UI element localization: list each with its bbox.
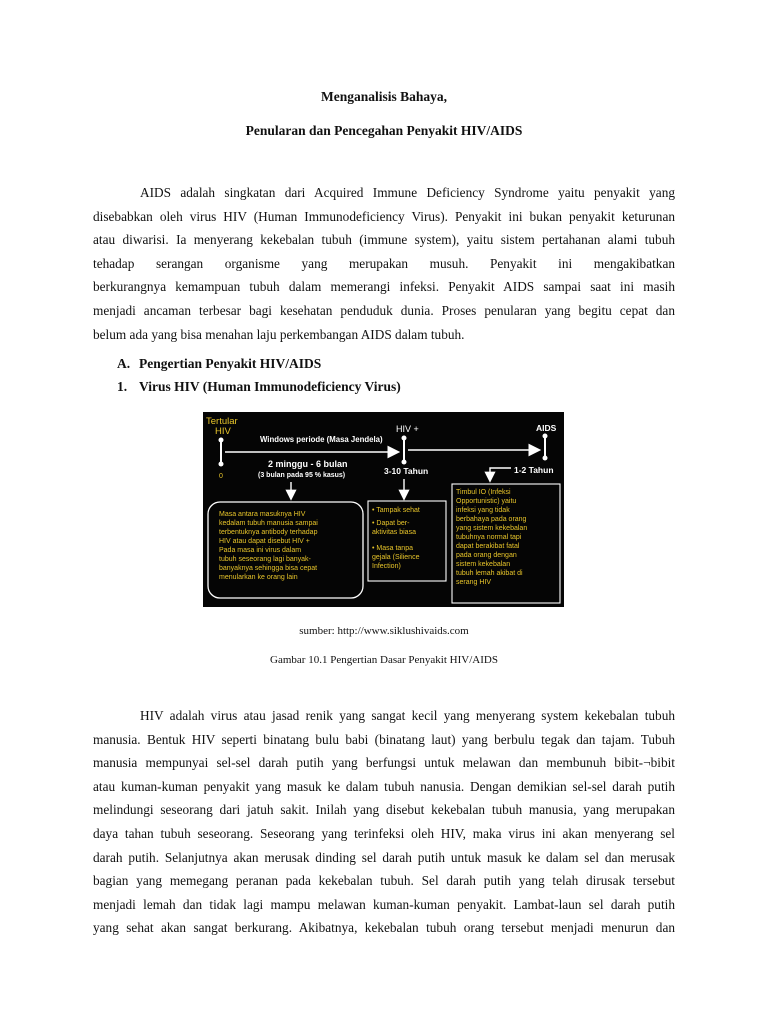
box-line: gejala (Silience bbox=[372, 554, 420, 561]
aids-label: AIDS bbox=[536, 423, 557, 433]
box-line: infeksi yang tidak bbox=[456, 507, 510, 514]
paragraph-intro bbox=[93, 181, 675, 346]
hiv-timeline-diagram bbox=[203, 412, 564, 607]
years-3-10-label: 3-10 Tahun bbox=[384, 466, 429, 476]
tertular-label-hiv: HIV bbox=[215, 426, 231, 437]
box-line: tubuhnya normal tapi bbox=[456, 534, 522, 541]
tertular-label: Tertular bbox=[206, 416, 238, 427]
paragraph-hiv bbox=[93, 704, 675, 940]
duration-label: 2 minggu - 6 bulan bbox=[268, 459, 348, 469]
marker-dot bbox=[402, 460, 407, 465]
paragraph-line: AIDS adalah singkatan dari Acquired Immune Deficiency Syndrome yaitu penyakit yang bbox=[140, 185, 675, 200]
duration-note: (3 bulan pada 95 % kasus) bbox=[258, 472, 346, 479]
box-line: menularkan ke orang lain bbox=[219, 574, 298, 581]
box-line: pada orang dengan bbox=[456, 552, 517, 559]
document-title-line2: Penularan dan Pencegahan Penyakit HIV/AIDS bbox=[245, 123, 523, 138]
paragraph-line: manusia mempunyai sel-sel darah putih yang berfungsi untuk melawan dan membunuh bibit-¬bibit bbox=[93, 755, 675, 771]
arrow-to-aids-box bbox=[490, 468, 511, 480]
box-line: • Dapat ber- bbox=[372, 520, 410, 527]
box-line: Timbul IO (Infeksi bbox=[456, 489, 511, 496]
box-line: Masa antara masuknya HIV bbox=[219, 511, 306, 518]
box-line: • Masa tanpa bbox=[372, 545, 413, 552]
box-line: yang sistem kekebalan bbox=[456, 525, 528, 532]
box-line: tubuh lemah akibat di bbox=[456, 570, 523, 577]
marker-dot bbox=[543, 456, 548, 461]
marker-dot bbox=[219, 462, 224, 467]
paragraph-line: belum ada yang bisa menahan laju perkembangan AIDS dalam tubuh. bbox=[93, 326, 465, 342]
box-line: Infection) bbox=[372, 563, 401, 570]
box-line: dapat berakibat fatal bbox=[456, 543, 520, 550]
box-line: • Tampak sehat bbox=[372, 507, 420, 514]
box-line: berbahaya pada orang bbox=[456, 516, 527, 523]
box-line: tubuh seseorang lagi banyak- bbox=[219, 556, 311, 563]
paragraph-line: menjadi ancaman terbesar bagi kesehatan penduduk dunia. Proses penularan yang begitu cepat dan bbox=[93, 302, 675, 318]
window-period-label: Windows periode (Masa Jendela) bbox=[260, 435, 383, 444]
paragraph-line: darah putih. Selanjutnya akan merusak dinding sel darah putih untuk masuk ke dalam sel dan merusak bbox=[93, 849, 675, 865]
section-heading-a bbox=[117, 356, 321, 372]
paragraph-line: atau diwarisi. Ia menyerang kekebalan tubuh (immune system), yaitu sistem pertahanan alami tubuh bbox=[93, 232, 675, 248]
section-heading-1 bbox=[117, 379, 401, 395]
paragraph-line: menjadi lemah dan tidak lagi mampu melawan kuman-kuman penyakit. Lambat-laun sel darah putih bbox=[93, 896, 675, 912]
marker-dot bbox=[219, 438, 224, 443]
window-period-box-text bbox=[219, 511, 318, 581]
zero-label: 0 bbox=[219, 473, 223, 480]
section-heading-text: Pengertian Penyakit HIV/AIDS bbox=[139, 356, 322, 371]
paragraph-line: berkurangnya kemampuan tubuh dalam memerangi infeksi. Penyakit AIDS sampai saat ini masih bbox=[93, 279, 675, 295]
paragraph-line: melindungi seseorang dari jatuh sakit. Inilah yang disebut kekebalan tubuh manusia, yang merupakan bbox=[93, 802, 675, 818]
paragraph-line: yang sehat akan sangat berkurang. Akibatnya, kekebalan tubuh orang tersebut menjadi menurun dan bbox=[93, 920, 675, 936]
paragraph-line: disebabkan oleh virus HIV (Human Immunodeficiency Virus). Penyakit ini bukan penyakit keturunan bbox=[93, 208, 675, 224]
years-1-2-label: 1-2 Tahun bbox=[514, 465, 554, 475]
hiv-timeline-figure bbox=[203, 412, 564, 607]
box-line: kedalam tubuh manusia sampai bbox=[219, 520, 318, 527]
section-number: 1. bbox=[117, 379, 128, 394]
box-line: Pada masa ini virus dalam bbox=[219, 547, 302, 554]
marker-dot bbox=[543, 434, 548, 439]
hiv-plus-label: HIV + bbox=[396, 424, 419, 434]
box-line: banyaknya sehingga bisa cepat bbox=[219, 565, 318, 572]
section-number: A. bbox=[117, 356, 131, 371]
aids-box-text bbox=[456, 489, 527, 586]
box-line: sistem kekebalan bbox=[456, 561, 511, 568]
latency-box-text bbox=[372, 507, 420, 570]
figure-caption: Gambar 10.1 Pengertian Dasar Penyakit HIV/AIDS bbox=[270, 654, 498, 666]
figure-source: sumber: http://www.siklushivaids.com bbox=[299, 625, 469, 637]
marker-dot bbox=[402, 436, 407, 441]
box-line: serang HIV bbox=[456, 579, 492, 586]
paragraph-line: tehadap serangan organisme yang merupakan musuh. Penyakit ini mengakibatkan bbox=[93, 255, 675, 271]
box-line: terbentuknya antibody terhadap bbox=[219, 529, 318, 536]
paragraph-line: bagian yang memegang peranan pada kekebalan tubuh. Sel darah putih yang telah dirusak tersebut bbox=[93, 873, 675, 889]
section-heading-text: Virus HIV (Human Immunodeficiency Virus) bbox=[139, 379, 401, 394]
box-line: aktivitas biasa bbox=[372, 529, 416, 536]
box-line: Opportunistic) yaitu bbox=[456, 498, 517, 505]
paragraph-line: daya tahan tubuh seseorang. Seseorang yang terinfeksi oleh HIV, maka virus ini akan menyerang sel bbox=[93, 825, 675, 841]
paragraph-line: atau kuman-kuman penyakit yang masuk ke dalam tubuh nanusia. Dengan demikian sel-sel darah putih bbox=[93, 778, 675, 794]
document-title-line1: Menganalisis Bahaya, bbox=[320, 89, 448, 104]
paragraph-line: HIV adalah virus atau jasad renik yang sangat kecil yang menyerang system kekebalan tubuh bbox=[140, 708, 675, 723]
paragraph-line: manusia. Bentuk HIV seperti binatang bulu babi (binatang laut) yang berbulu tegak dan tajam. Tubuh bbox=[93, 731, 675, 747]
box-line: HIV atau dapat disebut HIV + bbox=[219, 538, 310, 545]
